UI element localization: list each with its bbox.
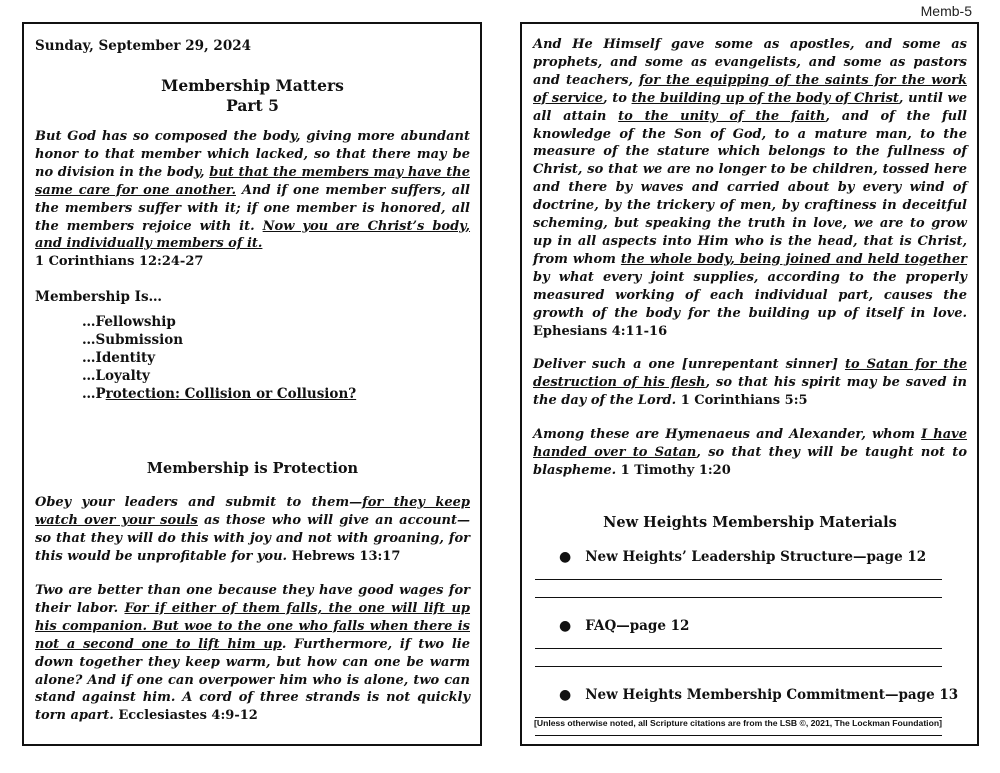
text-run: , so that they will be taught not to blaspheme. (533, 445, 967, 478)
bullet-icon: ● (559, 548, 572, 565)
text-run: as those who will give an account—so that they will do this with joy and not with groaning, for this would be unprofitable for you. (35, 513, 470, 565)
write-in-line (535, 648, 942, 649)
text-run: Two are better than one because they have good wages for their labor. (35, 582, 470, 616)
title-line-1: Membership Matters (161, 76, 344, 95)
underlined-text: but that the members may have the same care for one another. (35, 164, 470, 198)
list-item: …Loyalty (82, 368, 150, 385)
underlined-text: rotection: Collision or Collusion? (105, 386, 357, 403)
section-heading-protection: Membership is Protection (146, 460, 359, 478)
bullet-label: FAQ—page 12 (585, 617, 690, 634)
scripture-reference: Ephesians 4:11-16 (533, 323, 668, 339)
text-run: And He Himself gave some as apostles, and some as prophets, and some as evangelists, and some as pastors and teachers, (533, 37, 967, 88)
bullet-icon: ● (559, 617, 572, 634)
bullet-icon: ● (559, 686, 572, 703)
list-item: …Submission (82, 332, 184, 349)
scripture-1-corinthians-12 (35, 128, 470, 253)
list-item (559, 549, 967, 565)
list-item (559, 687, 967, 703)
text-run: Deliver such a one [unrepentant sinner] (533, 357, 845, 373)
list-item (559, 618, 967, 634)
left-panel (22, 22, 482, 746)
underlined-text: For if either of them falls, the one will lift up his companion. But woe to the one who falls when there is not a second one to lift him up (35, 600, 471, 652)
text-run: Obey your leaders and submit to them— (35, 495, 363, 511)
footnote: [Unless otherwise noted, all Scripture citations are from the LSB ©, 2021, The Lockman Foundation] (534, 718, 942, 728)
scripture-reference: 1 Corinthians 12:24-27 (35, 254, 204, 270)
write-in-line (535, 579, 942, 580)
list-item (82, 385, 470, 403)
underlined-text: the building up of the body of Christ (631, 90, 899, 106)
date-line: Sunday, September 29, 2024 (35, 38, 252, 54)
list-item: …Fellowship (82, 314, 176, 331)
underlined-text: to Satan for the destruction of his flesh (533, 357, 967, 391)
scripture-1-timothy-1 (533, 426, 967, 480)
scripture-reference: 1 Timothy 1:20 (620, 462, 731, 478)
membership-list (82, 313, 470, 403)
text-run: But God has so composed the body, giving more abundant honor to that member which lacked, so that there may be no division in the body, (35, 129, 470, 180)
scripture-reference: 1 Corinthians 5:5 (680, 393, 808, 409)
membership-is-heading: Membership Is… (35, 289, 163, 306)
materials-heading: New Heights Membership Materials (603, 513, 897, 531)
text-run: …P (82, 386, 106, 403)
page-title (35, 76, 470, 116)
text-run: And if one member suffers, all the members suffer with it; if one member is honored, all the members rejoice with it. (35, 182, 470, 234)
text-run: , until we all attain (533, 90, 967, 124)
write-in-line (535, 597, 942, 598)
write-in-line (535, 666, 942, 667)
scripture-1-corinthians-5 (533, 356, 967, 410)
underlined-text: the whole body, being joined and held together (620, 251, 967, 267)
text-run: , so that his spirit may be saved in the day of the Lord. (533, 375, 967, 409)
underlined-text: I have handed over to Satan (533, 427, 968, 461)
scripture-ephesians-4 (533, 36, 967, 340)
underlined-text: to the unity of the faith (618, 108, 826, 124)
underlined-text: for they keep watch over your souls (35, 495, 470, 529)
list-item: …Identity (82, 350, 156, 367)
bullet-label: New Heights Membership Commitment—page 13 (585, 686, 959, 703)
right-panel (520, 22, 979, 746)
scripture-hebrews-13 (35, 494, 470, 566)
text-run: by what every joint supplies, according to the properly measured working of each individual part, causes the growth of the body for the building up of itself in love. (533, 269, 967, 321)
text-run: , and of the full knowledge of the Son of God, to a mature man, to the measure of the stature which belongs to the fullness of Christ, so that we are no longer to be children, tossed here and there by waves and carried about by every wind of doctrine, by the trickery of men, by craftiness in deceitful scheming, but speaking the truth in love, we are to grow up in all aspects into Him who is the head, that is Christ, from whom (533, 108, 967, 267)
bullet-label: New Heights’ Leadership Structure—page 12 (585, 548, 927, 565)
text-run: Among these are Hymenaeus and Alexander, whom (533, 427, 922, 443)
scripture-reference: Ecclesiastes 4:9-12 (118, 708, 258, 724)
write-in-line (535, 735, 942, 736)
scripture-reference: Hebrews 13:17 (291, 549, 401, 565)
page-number: Memb-5 (920, 3, 972, 19)
underlined-text: Now you are Christ’s body, and individually members of it. (35, 218, 471, 252)
text-run: , to (603, 90, 632, 106)
text-run: . Furthermore, if two lie down together they keep warm, but how can one be warm alone? And if one can overpower him who is alone, two can stand against him. A cord of three strands is not quickly torn apart. (35, 636, 470, 724)
title-line-2: Part 5 (226, 96, 279, 115)
underlined-text: for the equipping of the saints for the work of service (533, 72, 967, 106)
scripture-ecclesiastes-4 (35, 582, 470, 725)
